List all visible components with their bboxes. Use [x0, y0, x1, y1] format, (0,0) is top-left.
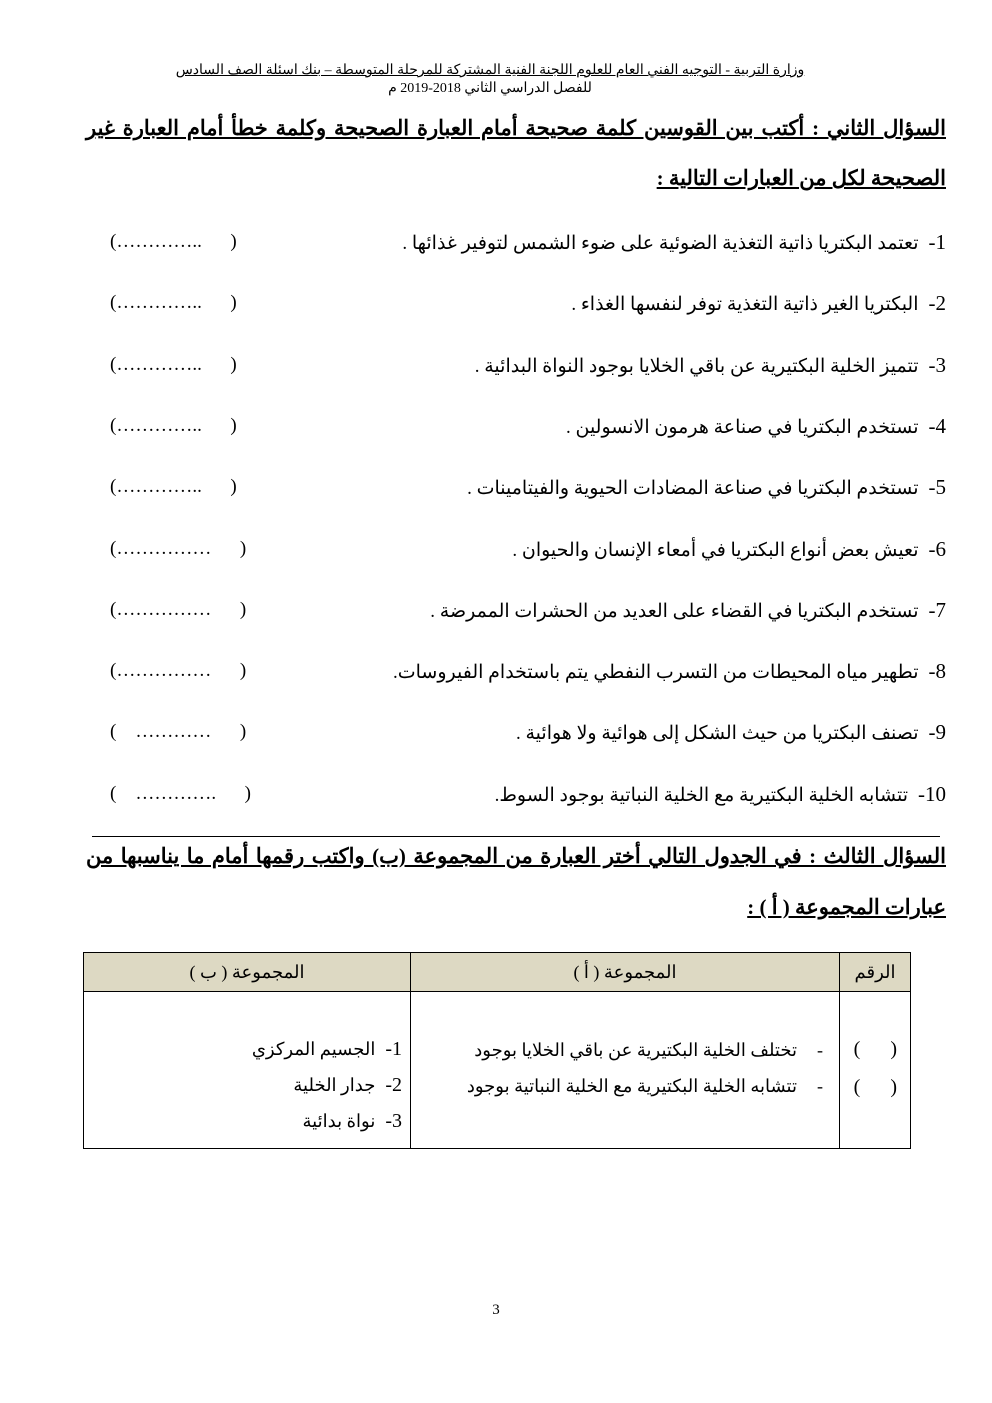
header-line-2: للفصل الدراسي الثاني 2018-2019 م [388, 81, 592, 96]
true-false-item [90, 288, 946, 318]
true-false-item [90, 227, 946, 257]
group-a-dash: - [817, 1040, 823, 1060]
true-false-item [90, 472, 946, 502]
statement [430, 595, 946, 627]
group-a-column [411, 992, 840, 1149]
item-number: 10- [918, 782, 946, 806]
answer-blank[interactable]: (………….. ) [110, 231, 237, 252]
group-a-text: تختلف الخلية البكتيرية عن باقي الخلايا بوجود [474, 1040, 797, 1060]
true-false-item [90, 595, 946, 625]
statement [566, 411, 946, 443]
question-2-title: السؤال الثاني : أكتب بين القوسين كلمة صحيحة أمام العبارة الصحيحة وكلمة خطأ أمام العبارة غير [86, 116, 946, 140]
page-number: 3 [492, 1302, 500, 1318]
item-number: 3- [928, 353, 946, 377]
group-a-dash: - [817, 1076, 823, 1096]
group-b-text: نواة بدائية [302, 1111, 376, 1131]
true-false-item [90, 717, 946, 747]
true-false-item [90, 350, 946, 380]
question-3-title-continued: عبارات المجموعة ( أ ) : [747, 895, 946, 919]
answer-blank[interactable]: (………….. ) [110, 415, 237, 436]
item-number: 8- [928, 659, 946, 683]
group-b-item [293, 1074, 402, 1097]
answer-blank[interactable]: ( ………… ) [110, 721, 247, 742]
group-b-number: 1- [385, 1038, 402, 1060]
statement-text: تصنف البكتريا من حيث الشكل إلى هوائية ولا هوائية . [516, 723, 919, 744]
statement-text: تطهير مياه المحيطات من التسرب النفطي يتم باستخدام الفيروسات. [392, 662, 919, 683]
group-b-text: الجسيم المركزي [251, 1039, 376, 1059]
statement [393, 656, 946, 688]
answer-blank[interactable]: (…………… ) [110, 660, 247, 681]
answer-blank[interactable]: (………….. ) [110, 292, 237, 313]
statement [516, 717, 946, 749]
group-a-item [467, 1076, 823, 1097]
true-false-item [90, 779, 946, 809]
group-b-item [252, 1038, 402, 1061]
item-number: 7- [928, 598, 946, 622]
group-b-item [303, 1110, 402, 1133]
statement-text: تستخدم البكتريا في القضاء على العديد من الحشرات الممرضة . [430, 601, 919, 622]
statement-text: تعيش بعض أنواع البكتريا في أمعاء الإنسان والحيوان . [512, 540, 919, 561]
question-2-title-continued: الصحيحة لكل من العبارات التالية : [656, 166, 946, 190]
section-divider [92, 836, 940, 837]
item-number: 6- [928, 537, 946, 561]
statement [512, 534, 946, 566]
answer-blank[interactable]: (…………… ) [110, 538, 247, 559]
statement-text: تستخدم البكتريا في صناعة المضادات الحيوية والفيتامينات . [467, 478, 919, 499]
group-b-column [84, 992, 411, 1149]
true-false-item [90, 656, 946, 686]
item-number: 1- [928, 230, 946, 254]
answer-slot-1[interactable]: ( ) [853, 1038, 897, 1060]
true-false-item [90, 534, 946, 564]
group-a-item [474, 1040, 823, 1061]
header-group-a: المجموعة ( أ ) [411, 953, 840, 992]
statement [475, 350, 946, 382]
header-line-1: وزارة التربية - التوجيه الفني العام للعلوم اللجنة الفنية المشتركة للمرحلة المتوسطة – بنك اسئلة الصف السادس [175, 63, 805, 78]
statement [495, 779, 946, 811]
item-number: 5- [928, 475, 946, 499]
statement [402, 227, 946, 259]
statement-text: تستخدم البكتريا في صناعة هرمون الانسولين . [565, 417, 919, 438]
statement-text: تعتمد البكتريا ذاتية التغذية الضوئية على ضوء الشمس لتوفير غذائها . [402, 233, 919, 254]
question-3-title: السؤال الثالث : في الجدول التالي أختر العبارة من المجموعة (ب) واكتب رقمها أمام ما يناسبها من [86, 844, 946, 868]
item-number: 4- [928, 414, 946, 438]
statement-text: البكتريا الغير ذاتية التغذية توفر لنفسها الغذاء . [571, 294, 919, 315]
item-number: 9- [928, 720, 946, 744]
header-group-b: المجموعة ( ب ) [84, 953, 411, 992]
number-column [840, 992, 911, 1149]
answer-blank[interactable]: ( …………. ) [110, 783, 251, 804]
group-b-text: جدار الخلية [293, 1075, 376, 1095]
group-b-number: 2- [385, 1074, 402, 1096]
statement [571, 288, 946, 320]
item-number: 2- [928, 291, 946, 315]
answer-blank[interactable]: (…………… ) [110, 599, 247, 620]
group-a-text: تتشابه الخلية البكتيرية مع الخلية النباتية بوجود [466, 1076, 797, 1096]
answer-blank[interactable]: (………….. ) [110, 476, 237, 497]
statement-text: تتميز الخلية البكتيرية عن باقي الخلايا بوجود النواة البدائية . [474, 356, 919, 377]
statement-text: تتشابه الخلية البكتيرية مع الخلية النباتية بوجود السوط. [494, 785, 908, 806]
true-false-item [90, 411, 946, 441]
answer-slot-2[interactable]: ( ) [853, 1076, 897, 1098]
group-b-number: 3- [385, 1110, 402, 1132]
statement [467, 472, 946, 504]
matching-table [83, 952, 911, 1149]
header-number: الرقم [840, 953, 911, 992]
answer-blank[interactable]: (………….. ) [110, 354, 237, 375]
